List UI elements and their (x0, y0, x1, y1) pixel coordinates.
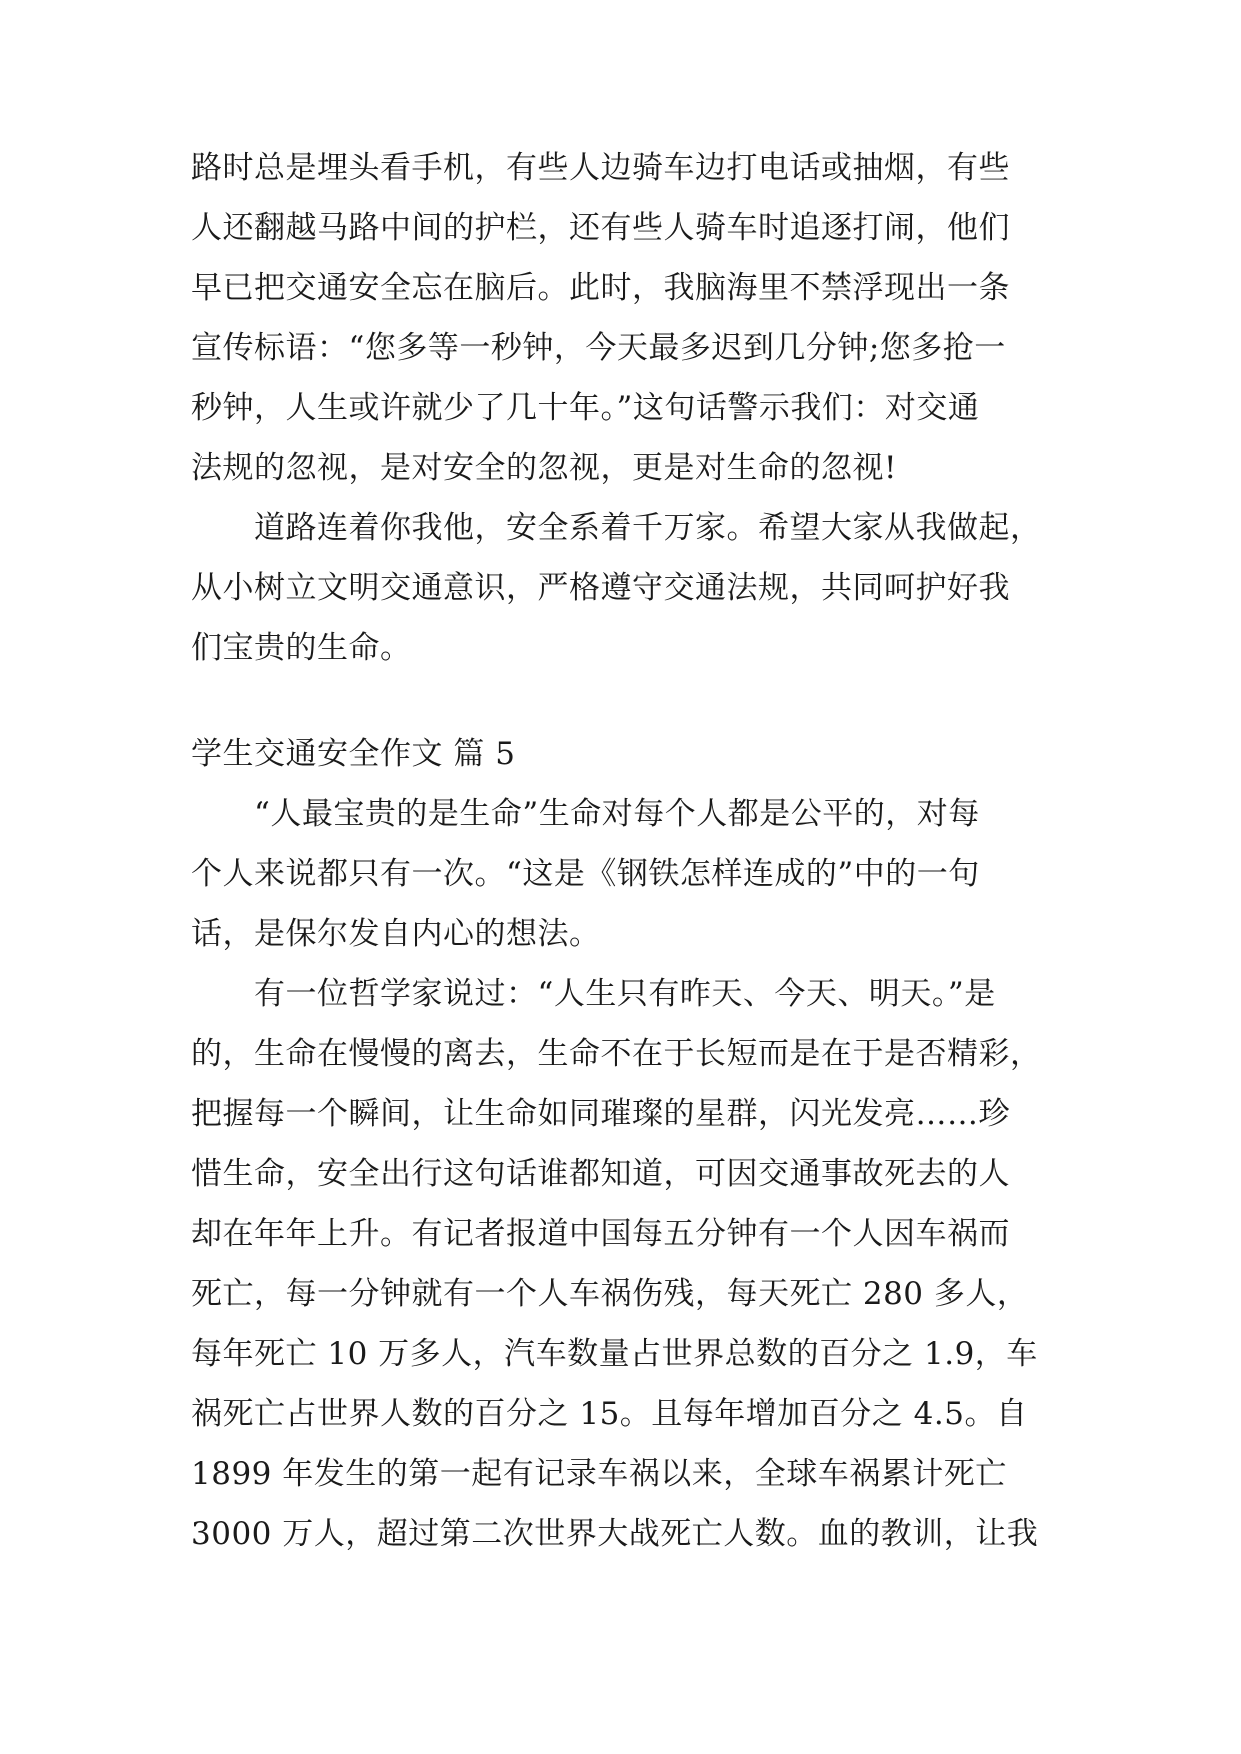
paragraph-line: 1899 年发生的第一起有记录车祸以来，全球车祸累计死亡 (191, 1456, 1007, 1492)
paragraph-line: 话，是保尔发自内心的想法。 (191, 916, 601, 952)
paragraph-line: 宣传标语：“您多等一秒钟，今天最多迟到几分钟;您多抢一 (191, 330, 1006, 366)
paragraph-line: 人还翻越马路中间的护栏，还有些人骑车时追逐打闹，他们 (191, 210, 1010, 246)
paragraph-line: 每年死亡 10 万多人，汽车数量占世界总数的百分之 1.9，车 (191, 1336, 1038, 1372)
paragraph-line: 却在年年上升。有记者报道中国每五分钟有一个人因车祸而 (191, 1216, 1010, 1252)
paragraph-line: “人最宝贵的是生命”生命对每个人都是公平的，对每 (191, 796, 980, 832)
section-heading: 学生交通安全作文 篇 5 (191, 736, 516, 772)
paragraph-line: 死亡，每一分钟就有一个人车祸伤残，每天死亡 280 多人， (191, 1276, 1029, 1312)
paragraph-line: 惜生命，安全出行这句话谁都知道，可因交通事故死去的人 (191, 1156, 1010, 1192)
paragraph-line: 把握每一个瞬间，让生命如同璀璨的星群，闪光发亮……珍 (191, 1096, 1010, 1132)
paragraph-line: 从小树立文明交通意识，严格遵守交通法规，共同呵护好我 (191, 570, 1010, 606)
paragraph-line: 秒钟，人生或许就少了几十年。”这句话警示我们：对交通 (191, 390, 980, 426)
paragraph-line: 个人来说都只有一次。“这是《钢铁怎样连成的”中的一句 (191, 856, 980, 892)
paragraph-line: 的，生命在慢慢的离去，生命不在于长短而是在于是否精彩， (191, 1036, 1042, 1072)
paragraph-line: 路时总是埋头看手机，有些人边骑车边打电话或抽烟，有些 (191, 150, 1010, 186)
paragraph-line: 有一位哲学家说过：“人生只有昨天、今天、明天。”是 (191, 976, 996, 1012)
paragraph-line: 早已把交通安全忘在脑后。此时，我脑海里不禁浮现出一条 (191, 270, 1010, 306)
paragraph-line: 3000 万人，超过第二次世界大战死亡人数。血的教训，让我 (191, 1516, 1039, 1552)
paragraph-line: 道路连着你我他，安全系着千万家。希望大家从我做起， (191, 510, 1042, 546)
paragraph-line: 祸死亡占世界人数的百分之 15。且每年增加百分之 4.5。自 (191, 1396, 1028, 1432)
paragraph-line: 法规的忽视，是对安全的忽视，更是对生命的忽视! (191, 450, 897, 486)
paragraph-line: 们宝贵的生命。 (191, 630, 412, 666)
